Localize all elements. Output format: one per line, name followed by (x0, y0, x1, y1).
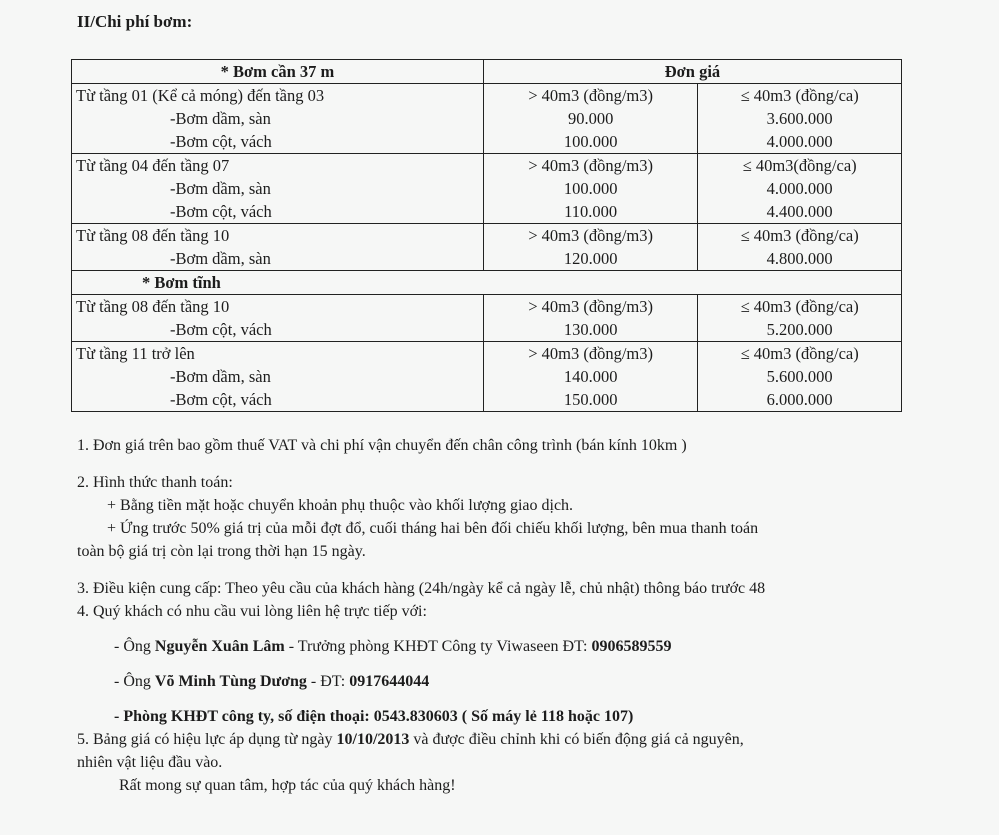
group-unit-ca: ≤ 40m3 (đồng/ca) (698, 342, 902, 366)
header-unit-price: Đơn giá (483, 60, 901, 84)
note-1: 1. Đơn giá trên bao gồm thuế VAT và chi phí vận chuyển đến chân công trình (bán kính 10km ) (77, 437, 687, 454)
contact-1-phone: 0906589559 (591, 638, 672, 655)
group-unit-ca: ≤ 40m3 (đồng/ca) (698, 224, 902, 248)
contact-3-text: - Phòng KHĐT công ty, số điện thoại: 0543.830603 ( Số máy lẻ 118 hoặc 107) (114, 708, 634, 725)
group-unit-m3: > 40m3 (đồng/m3) (483, 154, 697, 178)
group-unit-ca: ≤ 40m3 (đồng/ca) (698, 295, 902, 319)
price-per-m3: 110.000 (483, 200, 697, 224)
table-header-row (72, 60, 902, 84)
table-row (72, 200, 902, 224)
table-row (72, 388, 902, 412)
table-row (72, 107, 902, 130)
group-name: Từ tầng 11 trở lên (72, 342, 484, 366)
group-name: Từ tầng 08 đến tầng 10 (72, 224, 484, 248)
table-section-static-pump (72, 271, 902, 295)
header-pump-type: * Bơm cần 37 m (72, 60, 484, 84)
note-2: 2. Hình thức thanh toán: (77, 474, 233, 491)
price-per-shift: 4.800.000 (698, 247, 902, 271)
row-label: -Bơm cột, vách (72, 318, 484, 342)
note-5-date: 10/10/2013 (336, 731, 410, 748)
price-per-shift: 6.000.000 (698, 388, 902, 412)
contact-2-mid: - ĐT: (306, 673, 350, 690)
price-per-shift: 4.400.000 (698, 200, 902, 224)
row-label: -Bơm dầm, sàn (72, 107, 484, 130)
table-row (72, 130, 902, 154)
group-name: Từ tầng 01 (Kể cả móng) đến tầng 03 (72, 84, 484, 108)
price-per-shift: 4.000.000 (698, 177, 902, 200)
note-2a: + Bằng tiền mặt hoặc chuyển khoản phụ thuộc vào khối lượng giao dịch. (107, 497, 574, 514)
price-per-shift: 4.000.000 (698, 130, 902, 154)
table-row (72, 247, 902, 271)
note-2b: + Ứng trước 50% giá trị của mỗi đợt đổ, cuối tháng hai bên đối chiếu khối lượng, bên mua thanh toán (107, 520, 759, 537)
group-unit-m3: > 40m3 (đồng/m3) (483, 224, 697, 248)
row-label: -Bơm cột, vách (72, 130, 484, 154)
table-body-boom-pump (72, 84, 902, 271)
price-per-m3: 140.000 (483, 365, 697, 388)
price-per-m3: 100.000 (483, 130, 697, 154)
section-title: II/Chi phí bơm: (77, 12, 193, 31)
price-per-m3: 130.000 (483, 318, 697, 342)
table-body-static-pump (72, 295, 902, 412)
contact-2-phone: 0917644044 (349, 673, 430, 690)
group-unit-m3: > 40m3 (đồng/m3) (483, 295, 697, 319)
price-per-m3: 120.000 (483, 247, 697, 271)
group-unit-ca: ≤ 40m3 (đồng/ca) (698, 84, 902, 108)
row-label: -Bơm dầm, sàn (72, 365, 484, 388)
table-row (72, 177, 902, 200)
group-row (72, 154, 902, 178)
row-label: -Bơm cột, vách (72, 388, 484, 412)
row-label: -Bơm cột, vách (72, 200, 484, 224)
price-per-shift: 5.600.000 (698, 365, 902, 388)
contact-2 (77, 670, 907, 693)
section-label: * Bơm tĩnh (72, 271, 902, 295)
thanks: Rất mong sự quan tâm, hợp tác của quý khách hàng! (119, 777, 456, 794)
group-row (72, 84, 902, 108)
contact-1-name: Nguyễn Xuân Lâm (154, 638, 285, 655)
group-name: Từ tầng 08 đến tầng 10 (72, 295, 484, 319)
group-row (72, 224, 902, 248)
group-unit-ca: ≤ 40m3(đồng/ca) (698, 154, 902, 178)
contact-1-prefix: - Ông (114, 638, 155, 655)
group-row (72, 342, 902, 366)
group-unit-m3: > 40m3 (đồng/m3) (483, 342, 697, 366)
row-label: -Bơm dầm, sàn (72, 177, 484, 200)
contact-3 (77, 705, 907, 728)
price-per-m3: 150.000 (483, 388, 697, 412)
price-per-m3: 100.000 (483, 177, 697, 200)
section-row (72, 271, 902, 295)
table-row (72, 318, 902, 342)
note-4: 4. Quý khách có nhu cầu vui lòng liên hệ trực tiếp với: (77, 603, 427, 620)
pump-price-table (71, 59, 902, 412)
note-2c: toàn bộ giá trị còn lại trong thời hạn 15 ngày. (77, 543, 366, 560)
price-per-m3: 90.000 (483, 107, 697, 130)
contact-1 (77, 635, 907, 658)
group-unit-m3: > 40m3 (đồng/m3) (483, 84, 697, 108)
note-5-pre: 5. Bảng giá có hiệu lực áp dụng từ ngày (77, 731, 337, 748)
price-per-shift: 5.200.000 (698, 318, 902, 342)
note-3: 3. Điều kiện cung cấp: Theo yêu cầu của khách hàng (24h/ngày kể cả ngày lễ, chủ nhật) thông báo trước 48 (77, 580, 766, 597)
contact-2-prefix: - Ông (114, 673, 155, 690)
price-per-shift: 3.600.000 (698, 107, 902, 130)
notes (77, 434, 907, 797)
note-5-post: và được điều chỉnh khi có biến động giá cả nguyên, (409, 731, 744, 748)
group-row (72, 295, 902, 319)
note-5b: nhiên vật liệu đầu vào. (77, 754, 223, 771)
row-label: -Bơm dầm, sàn (72, 247, 484, 271)
contact-1-role: - Trưởng phòng KHĐT Công ty Viwaseen ĐT: (284, 638, 592, 655)
note-5 (77, 728, 907, 751)
group-name: Từ tầng 04 đến tầng 07 (72, 154, 484, 178)
table-row (72, 365, 902, 388)
contact-2-name: Võ Minh Tùng Dương (154, 673, 307, 690)
